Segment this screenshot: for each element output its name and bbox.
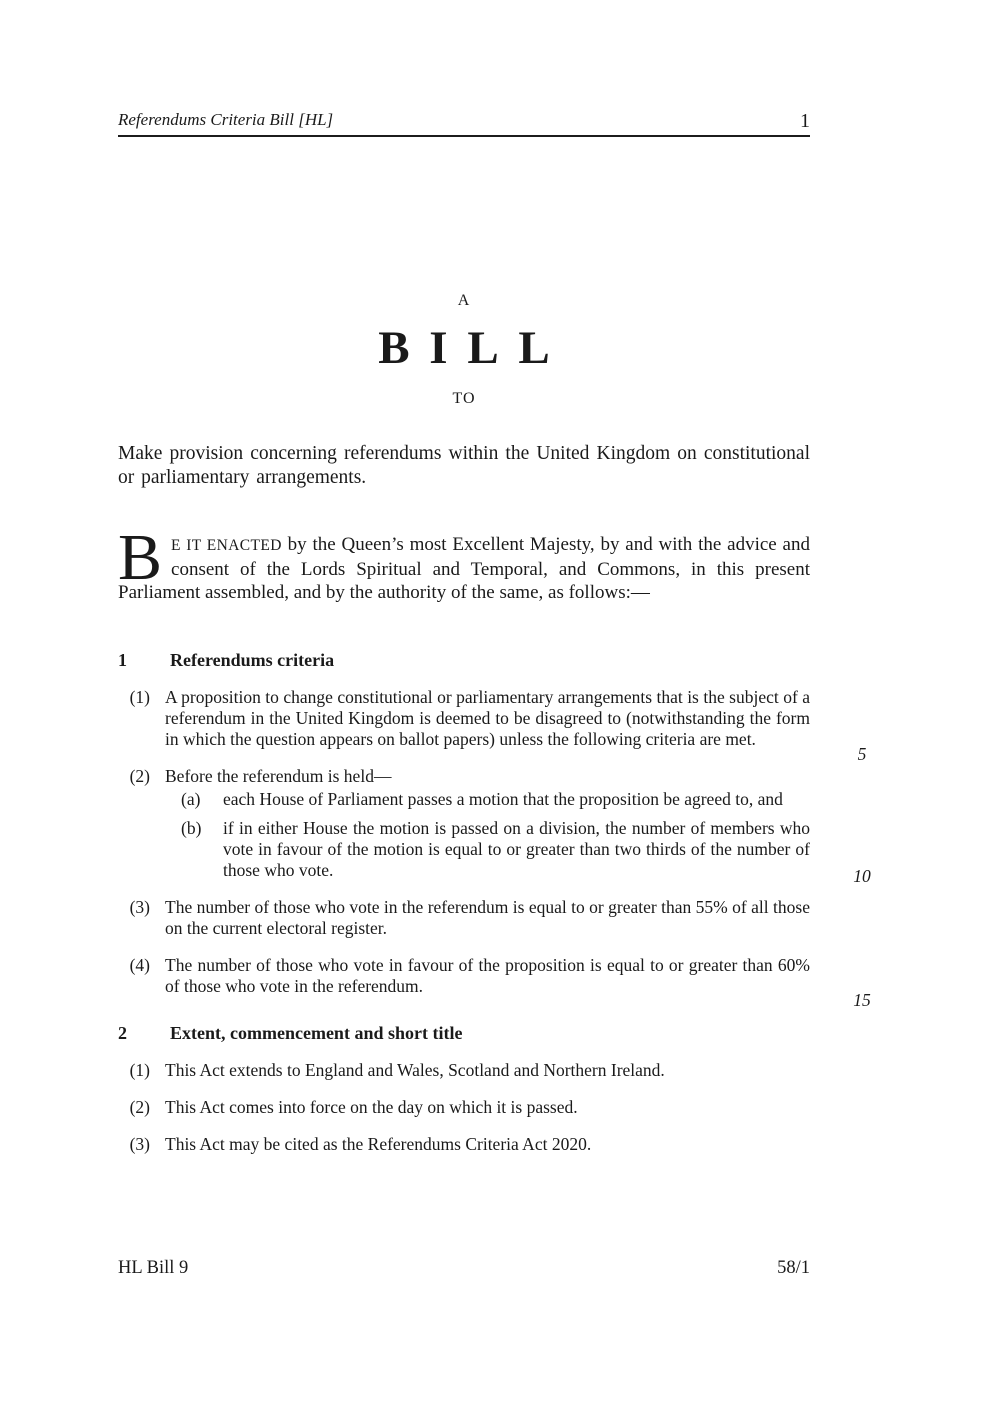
enacting-text: by the Queen’s most Excellent Majesty, by and with the advice and consent of the Lords Spiritual and Temporal, and Commons, in this present Parliament assembled, and by the authority of the same, as follows:— xyxy=(118,534,810,603)
clause-text: A proposition to change constitutional or parliamentary arrangements that is the subject of a referendum in the United Kingdom is deemed to be disagreed to (notwithstanding the form in which the question appears on ballot papers) unless the following criteria are met. xyxy=(165,687,810,749)
margin-line-number-5: 5 xyxy=(857,744,867,764)
section-1-heading xyxy=(118,650,810,671)
clause-number: (2) xyxy=(129,1097,150,1117)
clause-text: This Act comes into force on the day on which it is passed. xyxy=(165,1097,578,1117)
clause-lead-in: Before the referendum is held— xyxy=(165,766,392,786)
clause-1-1 xyxy=(118,687,810,750)
sub-paragraph-text: each House of Parliament passes a motion that the proposition be agreed to, and xyxy=(223,789,783,809)
bill-to: TO xyxy=(452,390,476,407)
dropcap-b: B xyxy=(118,521,163,594)
clause-number: (3) xyxy=(129,897,150,917)
clause-text: The number of those who vote in the referendum is equal to or greater than 55% of all those on the current electoral register. xyxy=(165,897,810,938)
clause-2-2 xyxy=(118,1097,810,1118)
section-2-heading xyxy=(118,1023,810,1044)
page-number: 1 xyxy=(800,110,810,132)
footer-session-number: 58/1 xyxy=(777,1258,810,1278)
clause-text: This Act extends to England and Wales, Scotland and Northern Ireland. xyxy=(165,1060,665,1080)
running-title: Referendums Criteria Bill [HL] xyxy=(118,110,334,129)
clause-text: The number of those who vote in favour of the proposition is equal to or greater than 60% of those who vote in the referendum. xyxy=(165,955,810,996)
footer-bill-number: HL Bill 9 xyxy=(118,1258,189,1278)
clause-2-3 xyxy=(118,1134,810,1155)
section-number: 1 xyxy=(118,650,127,670)
long-title: Make provision concerning referendums within the United Kingdom on constitutional or parliamentary arrangements. xyxy=(118,443,810,488)
clause-number: (4) xyxy=(129,955,150,975)
sub-paragraph-b xyxy=(181,818,810,881)
margin-line-number-15: 15 xyxy=(853,990,871,1010)
section-number: 2 xyxy=(118,1023,127,1043)
section-title: Referendums criteria xyxy=(170,650,335,670)
clause-text: This Act may be cited as the Referendums Criteria Act 2020. xyxy=(165,1134,592,1154)
sub-paragraph-number: (b) xyxy=(181,818,202,838)
clause-number: (1) xyxy=(129,687,150,707)
sub-paragraph-number: (a) xyxy=(181,789,201,809)
sub-paragraph-text: if in either House the motion is passed on a division, the number of members who vote in favour of the motion is equal to or greater than two thirds of the number of those who vote. xyxy=(223,818,810,880)
clause-2-1 xyxy=(118,1060,810,1081)
bill-body xyxy=(118,650,810,1155)
clause-1-3 xyxy=(118,897,810,939)
section-title: Extent, commencement and short title xyxy=(170,1023,463,1043)
enacting-formula xyxy=(118,521,810,605)
clause-number: (3) xyxy=(129,1134,150,1154)
sub-paragraph-a xyxy=(181,789,810,810)
clause-number: (1) xyxy=(129,1060,150,1080)
bill-title: BILL xyxy=(378,322,570,374)
enacting-smallcaps: E IT ENACTED xyxy=(171,537,282,554)
bill-article-a: A xyxy=(457,292,471,309)
page-header xyxy=(118,110,810,137)
clause-text xyxy=(165,766,810,881)
clause-number: (2) xyxy=(129,766,150,786)
page-footer xyxy=(118,1258,810,1279)
clause-1-4 xyxy=(118,955,810,997)
margin-line-number-10: 10 xyxy=(853,866,871,886)
clause-1-2 xyxy=(118,766,810,881)
bill-head xyxy=(118,292,810,408)
